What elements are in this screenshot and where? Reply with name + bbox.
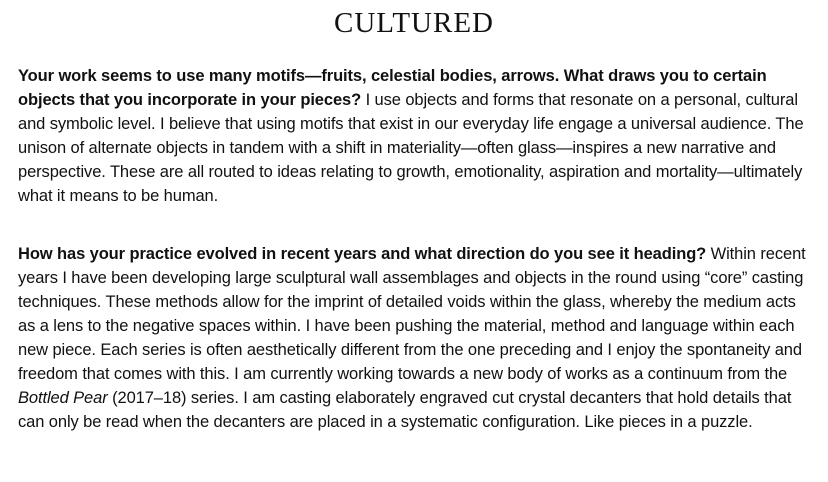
series-title: Bottled Pear — [18, 389, 108, 407]
answer-practice-part-2: (2017–18) series. I am casting elaborately engraved cut crystal decanters that hold details that can only be read when the decanters are placed in a systematic configuration. Like pieces in a puzzle. — [18, 389, 792, 431]
masthead — [0, 6, 828, 40]
answer-motifs: I use objects and forms that resonate on a personal, cultural and symbolic level. I believe that using motifs that exist in our everyday life engage a universal audience. The unison of alternate objects in tandem with a shift in materiality—often glass—inspires a new narrative and perspective. These are all routed to ideas relating to growth, emotionality, aspiration and mortality—ultimately what it means to be human. — [18, 91, 804, 205]
interview-article — [18, 64, 816, 468]
answer-practice-part-1: Within recent years I have been developing large sculptural wall assemblages and objects in the round using “core” casting techniques. These methods allow for the imprint of detailed voids within the glass, whereby the medium acts as a lens to the negative spaces within. I have been pushing the material, method and language within each new piece. Each series is often aesthetically different from the one preceding and I enjoy the spontaneity and freedom that comes with this. I am currently working towards a new body of works as a continuum from the — [18, 245, 806, 383]
qa-block-practice — [18, 242, 816, 434]
cultured-logo[interactable]: CULTURED — [334, 7, 494, 39]
qa-block-motifs — [18, 64, 816, 208]
question-practice: How has your practice evolved in recent years and what direction do you see it heading? — [18, 245, 707, 263]
question-motifs: Your work seems to use many motifs—fruits, celestial bodies, arrows. What draws you to certain objects that you incorporate in your pieces? — [18, 67, 767, 109]
